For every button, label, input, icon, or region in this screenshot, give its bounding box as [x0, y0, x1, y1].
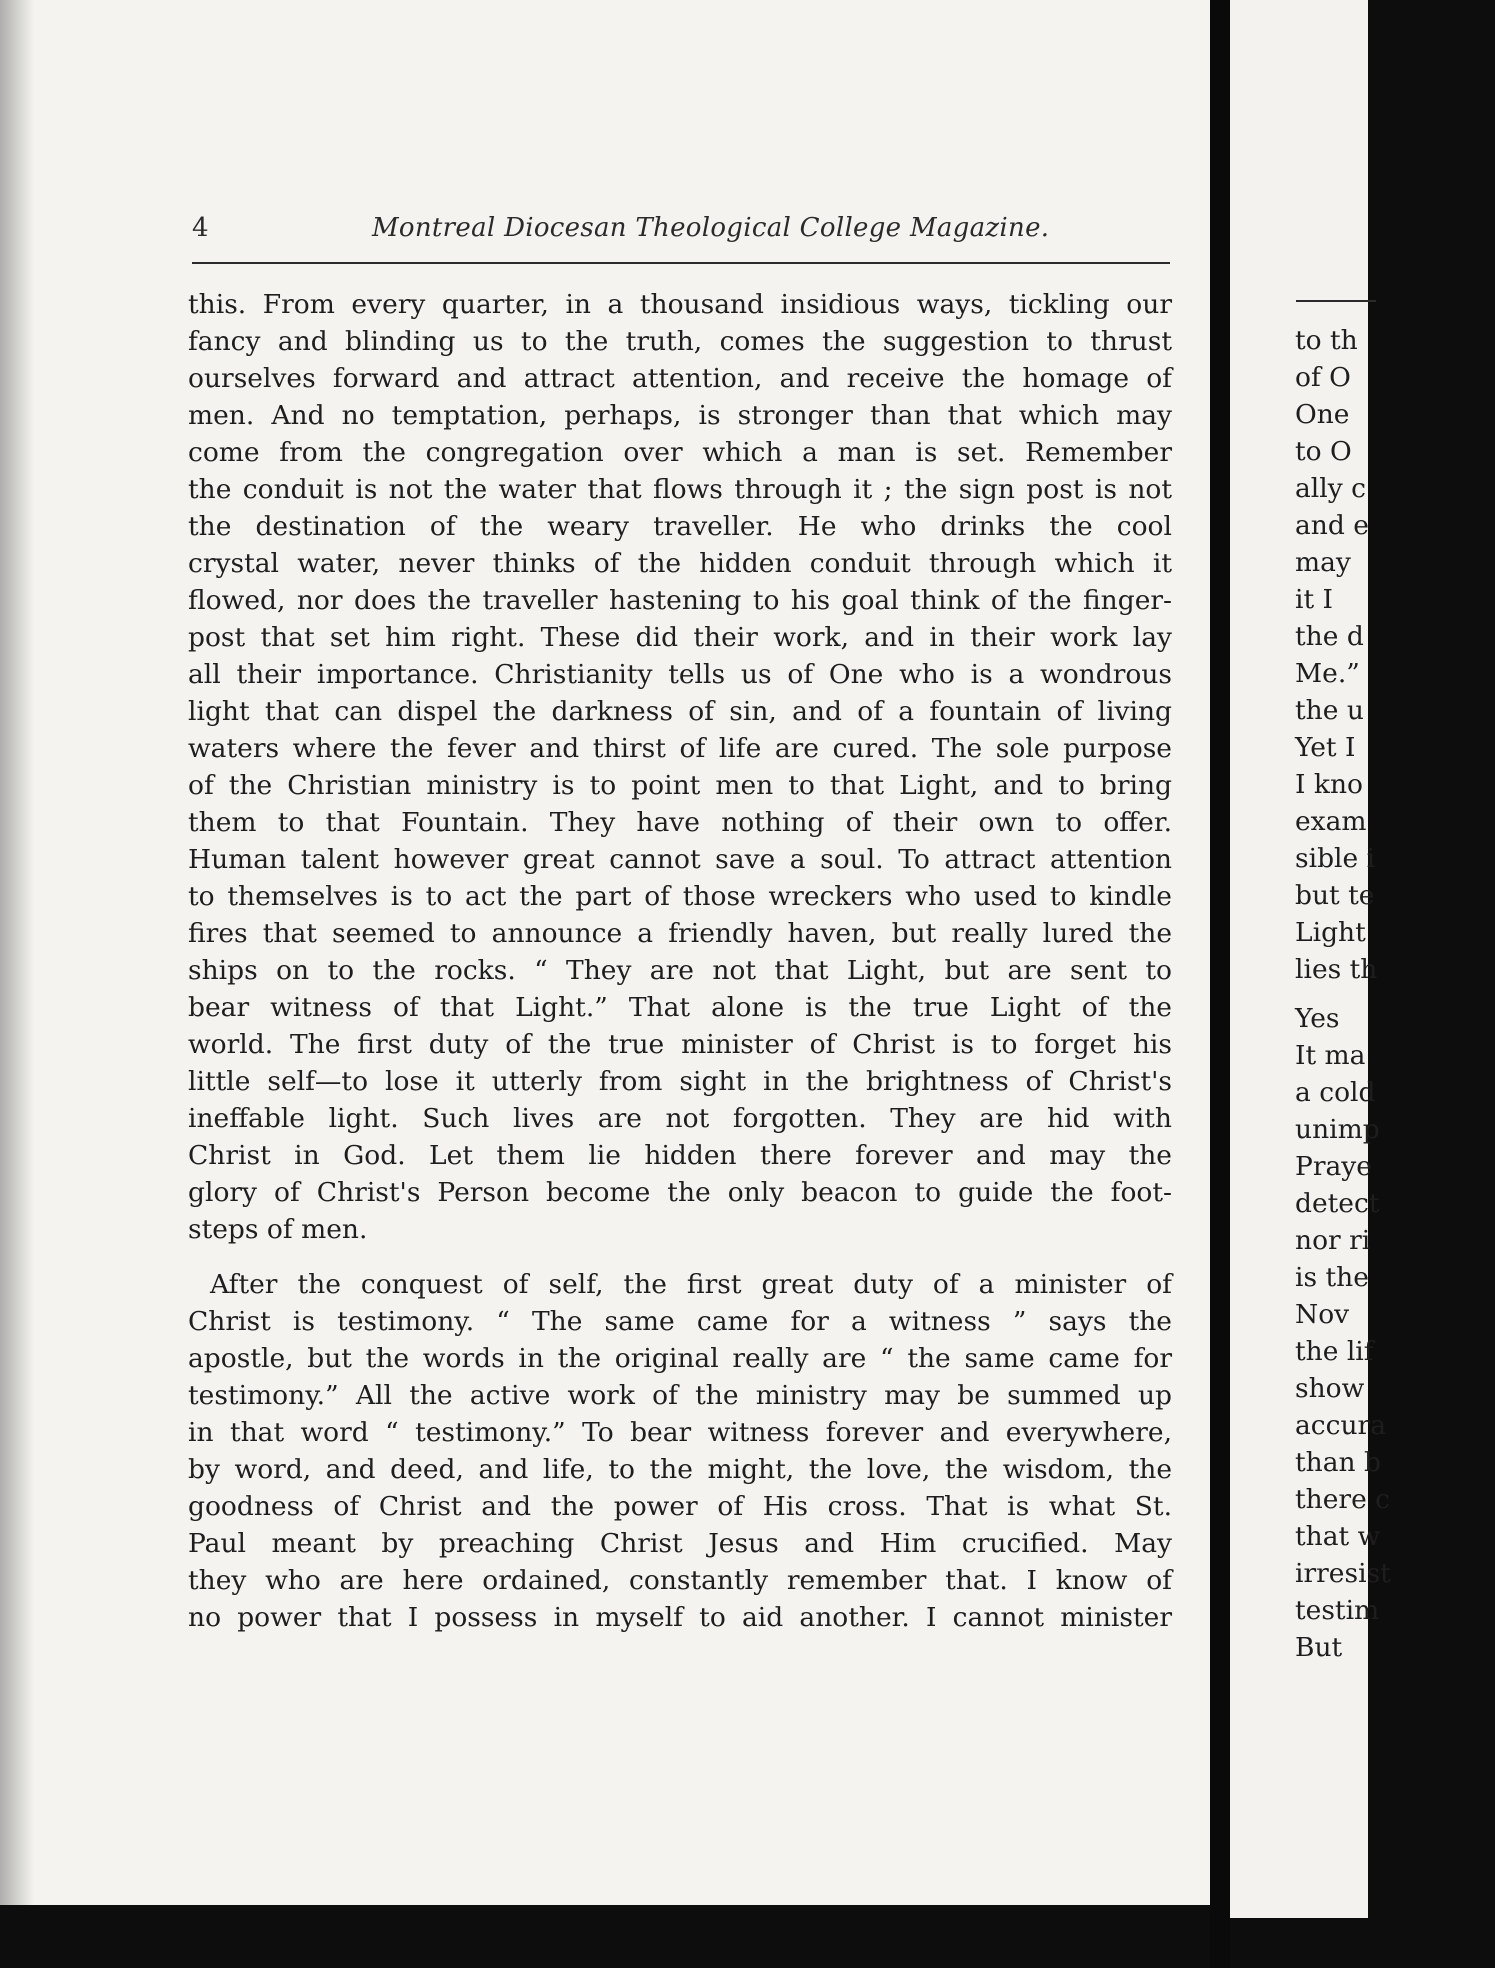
scan-bottom-edge — [0, 1905, 1210, 1968]
paragraph-1 — [188, 286, 1172, 1248]
text-line: Light — [1295, 917, 1366, 948]
text-line: than b — [1295, 1447, 1381, 1478]
text-line: bear witness of that Light.” That alone is the true Light of the — [188, 992, 1172, 1023]
running-title: Montreal Diocesan Theological College Magazine. — [372, 213, 1050, 243]
text-line: It ma — [1295, 1040, 1366, 1071]
text-line: the d — [1295, 621, 1364, 652]
scan-edge-shadow — [0, 0, 34, 1905]
text-line: they who are here ordained, constantly remember that. I know of — [188, 1565, 1172, 1596]
text-line: no power that I possess in myself to aid another. I cannot minister — [188, 1602, 1172, 1633]
text-line: ships on to the rocks. “ They are not that Light, but are sent to — [188, 955, 1172, 986]
text-line: post that set him right. These did their work, and in their work lay — [188, 622, 1172, 653]
text-line: the destination of the weary traveller. He who drinks the cool — [188, 511, 1172, 542]
text-line: a cold — [1295, 1077, 1376, 1108]
body-text — [188, 286, 1172, 1636]
text-line: by word, and deed, and life, to the might, the love, the wisdom, the — [188, 1454, 1172, 1485]
text-line: Christ is testimony. “ The same came for a witness ” says the — [188, 1306, 1172, 1337]
text-line: One — [1295, 399, 1350, 430]
text-line: testim — [1295, 1595, 1380, 1626]
facing-page-rule — [1296, 300, 1376, 302]
text-line: exam — [1295, 806, 1367, 837]
text-line: lies th — [1295, 954, 1378, 985]
paragraph-gap — [1295, 988, 1495, 1000]
text-line: little self—to lose it utterly from sight in the brightness of Christ's — [188, 1066, 1172, 1097]
text-line: accura — [1295, 1410, 1387, 1441]
text-line: unimp — [1295, 1114, 1380, 1145]
text-line: in that word “ testimony.” To bear witness forever and everywhere, — [188, 1417, 1172, 1448]
text-line: After the conquest of self, the first great duty of a minister of — [210, 1269, 1172, 1300]
text-line: glory of Christ's Person become the only beacon to guide the foot- — [188, 1177, 1172, 1208]
text-line: Praye — [1295, 1151, 1372, 1182]
text-line: them to that Fountain. They have nothing of their own to offer. — [188, 807, 1172, 838]
text-line: ineffable light. Such lives are not forgotten. They are hid with — [188, 1103, 1172, 1134]
text-line: Christ in God. Let them lie hidden there forever and may the — [188, 1140, 1172, 1171]
text-line: to O — [1295, 436, 1352, 467]
book-gutter — [1210, 0, 1230, 1968]
text-line: apostle, but the words in the original really are “ the same came for — [188, 1343, 1172, 1374]
text-line: and e — [1295, 510, 1369, 541]
page-number: 4 — [192, 213, 209, 243]
text-line: the u — [1295, 695, 1364, 726]
text-line: Me.” — [1295, 658, 1360, 689]
facing-page — [1230, 0, 1391, 1918]
text-line: come from the congregation over which a man is set. Remember — [188, 437, 1172, 468]
text-line: testimony.” All the active work of the ministry may be summed up — [188, 1380, 1172, 1411]
text-line: of the Christian ministry is to point men to that Light, and to bring — [188, 770, 1172, 801]
text-line: Human talent however great cannot save a soul. To attract attention — [188, 844, 1172, 875]
text-line: irresist — [1295, 1558, 1391, 1589]
page-header — [192, 213, 1164, 257]
text-line: show — [1295, 1373, 1365, 1404]
text-line: to themselves is to act the part of those wreckers who used to kindle — [188, 881, 1172, 912]
header-rule — [192, 262, 1170, 264]
text-line: flowed, nor does the traveller hastening to his goal think of the finger- — [188, 585, 1172, 616]
text-line: world. The first duty of the true minister of Christ is to forget his — [188, 1029, 1172, 1060]
text-line: of O — [1295, 362, 1351, 393]
text-line: the lif — [1295, 1336, 1374, 1367]
text-line: Paul meant by preaching Christ Jesus and Him crucified. May — [188, 1528, 1172, 1559]
facing-page-text — [1295, 322, 1495, 1666]
text-line: to th — [1295, 325, 1358, 356]
text-line: this. From every quarter, in a thousand insidious ways, tickling our — [188, 289, 1172, 320]
text-line: But — [1295, 1632, 1343, 1663]
text-line: but te — [1295, 880, 1375, 911]
text-line: is the — [1295, 1262, 1369, 1293]
text-line: there c — [1295, 1484, 1391, 1515]
text-line: that w — [1295, 1521, 1381, 1552]
text-line: nor ri — [1295, 1225, 1371, 1256]
text-line: goodness of Christ and the power of His cross. That is what St. — [188, 1491, 1172, 1522]
text-line: Yes — [1295, 1003, 1340, 1034]
text-line: crystal water, never thinks of the hidden conduit through which it — [188, 548, 1172, 579]
text-line: waters where the fever and thirst of life are cured. The sole purpose — [188, 733, 1172, 764]
text-line: may — [1295, 547, 1351, 578]
text-line: Nov — [1295, 1299, 1350, 1330]
text-line: light that can dispel the darkness of sin, and of a fountain of living — [188, 696, 1172, 727]
text-line: I kno — [1295, 769, 1363, 800]
paragraph-2 — [188, 1266, 1172, 1636]
text-line: ally c — [1295, 473, 1366, 504]
text-line: fancy and blinding us to the truth, comes the suggestion to thrust — [188, 326, 1172, 357]
text-line: ourselves forward and attract attention, and receive the homage of — [188, 363, 1172, 394]
text-line: fires that seemed to announce a friendly haven, but really lured the — [188, 918, 1172, 949]
text-line: steps of men. — [188, 1214, 368, 1245]
text-line: Yet I — [1295, 732, 1356, 763]
text-line: detect — [1295, 1188, 1380, 1219]
text-line: the conduit is not the water that flows through it ; the sign post is not — [188, 474, 1172, 505]
text-line: all their importance. Christianity tells us of One who is a wondrous — [188, 659, 1172, 690]
text-line: sible i — [1295, 843, 1376, 874]
text-line: men. And no temptation, perhaps, is stronger than that which may — [188, 400, 1172, 431]
text-line: it I — [1295, 584, 1334, 615]
